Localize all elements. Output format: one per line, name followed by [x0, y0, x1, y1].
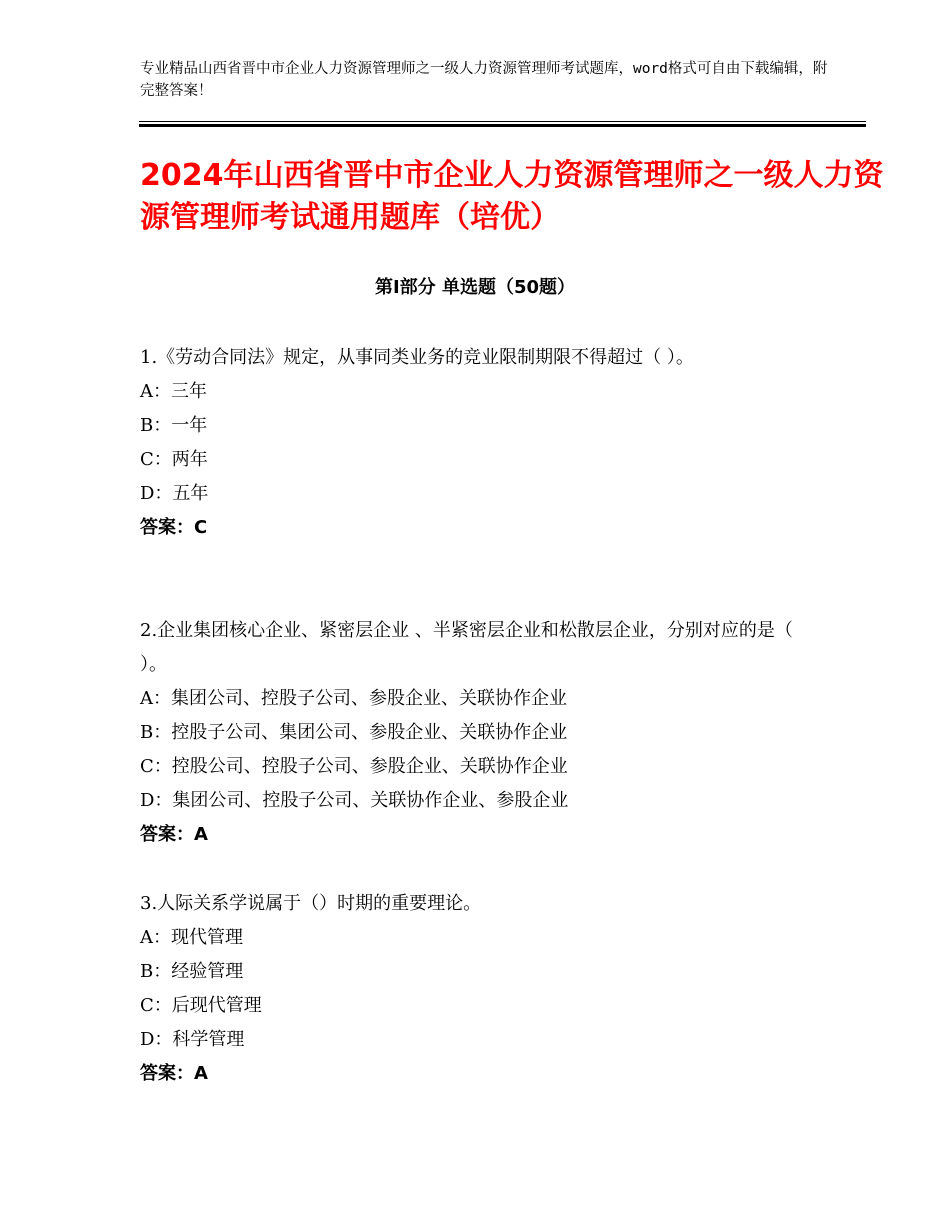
document-title: 2024年山西省晋中市企业人力资源管理师之一级人力资源管理师考试通用题库（培优） — [140, 158, 884, 235]
question-stem: 2.企业集团核心企业、紧密层企业 、半紧密层企业和松散层企业，分别对应的是（ ）。 — [140, 620, 793, 675]
option-a: A：现代管理 — [140, 927, 243, 948]
option-c: C：控股公司、控股子公司、参股企业、关联协作企业 — [140, 756, 568, 777]
option-a: A：集团公司、控股子公司、参股企业、关联协作企业 — [140, 688, 567, 709]
option-d: D：集团公司、控股子公司、关联协作企业、参股企业 — [140, 790, 569, 811]
question-2 — [140, 614, 820, 852]
option-b: B：经验管理 — [140, 961, 244, 982]
option-d: D：科学管理 — [140, 1029, 245, 1050]
question-3 — [140, 887, 820, 1091]
option-b: B：一年 — [140, 415, 208, 436]
question-stem: 1.《劳动合同法》规定，从事同类业务的竞业限制期限不得超过（ ）。 — [140, 347, 694, 368]
option-c: C：两年 — [140, 449, 208, 470]
option-d: D：五年 — [140, 483, 209, 504]
option-c: C：后现代管理 — [140, 995, 262, 1016]
divider-thin-line — [139, 121, 866, 122]
question-1 — [140, 341, 820, 545]
answer: 答案：A — [140, 824, 208, 845]
option-b: B：控股子公司、集团公司、参股企业、关联协作企业 — [140, 722, 568, 743]
divider-thick-line — [139, 124, 866, 127]
answer: 答案：A — [140, 1063, 208, 1084]
answer: 答案：C — [140, 517, 208, 538]
header-divider — [139, 121, 866, 127]
section-title: 第Ⅰ部分 单选题（50题） — [374, 277, 575, 298]
option-a: A：三年 — [140, 381, 207, 402]
header-note: 专业精品山西省晋中市企业人力资源管理师之一级人力资源管理师考试题库，word格式可自由下载编辑，附完整答案！ — [140, 61, 828, 99]
question-stem: 3.人际关系学说属于（）时期的重要理论。 — [140, 893, 482, 914]
